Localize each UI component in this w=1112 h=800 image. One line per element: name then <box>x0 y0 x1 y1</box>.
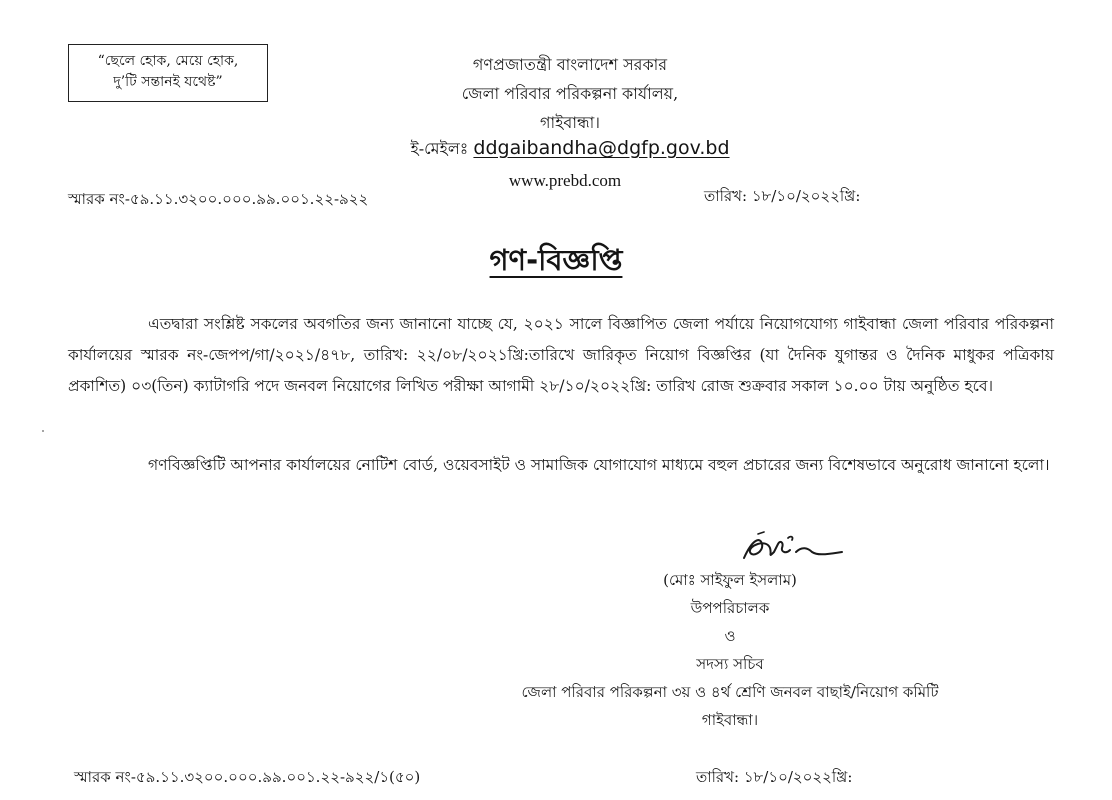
district-name: গাইবান্ধা। <box>539 113 601 132</box>
slogan-line-2: দু’টি সন্তানই যথেষ্ট” <box>113 74 223 90</box>
letterhead <box>360 50 780 137</box>
signatory-committee: জেলা পরিবার পরিকল্পনা ৩য় ও ৪র্থ শ্রেণি জনবল বাছাই/নিয়োগ কমিটি <box>521 683 939 701</box>
email-line <box>360 136 780 163</box>
signatory-role: সদস্য সচিব <box>696 655 764 673</box>
signature <box>738 530 848 566</box>
signatory-district: গাইবান্ধা। <box>701 711 759 729</box>
memo-number-top: স্মারক নং-৫৯.১১.৩২০০.০০০.৯৯.০০১.২২-৯২২ <box>68 190 369 208</box>
email-label: ই-মেইলঃ <box>410 139 469 158</box>
email-address: ddgaibandha@dgfp.gov.bd <box>473 137 730 159</box>
body-paragraph-1: এতদ্বারা সংশ্লিষ্ট সকলের অবগতির জন্য জানানো যাচ্ছে যে, ২০২১ সালে বিজ্ঞাপিত জেলা পর্যায়ে নিয়োগযোগ্য গাইবান্ধা জেলা পরিবার পরিকল্পনা কার্যালয়ের স্মারক নং-জেপপ/গা/২০২১/৪৭৮, তারিখ: ২২/০৮/২০২১খ্রি:তারিখে জারিকৃত নিয়োগ বিজ্ঞপ্তির (যা দৈনিক যুগান্তর ও দৈনিক মাধুকর পত্রিকায় প্রকাশিত) ০৩(তিন) ক্যাটাগরি পদে জনবল নিয়োগের লিখিত পরীক্ষা আগামী ২৮/১০/২০২২খ্রি: তারিখ রোজ শুক্রবার সকাল ১০.০০ টায় অনুষ্ঠিত হবে। <box>68 315 1054 395</box>
slogan-line-1: “ছেলে হোক, মেয়ে হোক, <box>97 53 239 69</box>
scan-speck <box>42 430 44 432</box>
body-paragraph-2: গণবিজ্ঞপ্তিটি আপনার কার্যালয়ের নোটিশ বোর্ড, ওয়েবসাইট ও সামাজিক যোগাযোগ মাধ্যমে বহুল প্রচারের জন্য বিশেষভাবে অনুরোধ জানানো হলো। <box>148 456 1050 474</box>
date-bottom: তারিখ: ১৮/১০/২০২২খ্রি: <box>696 768 853 786</box>
signatory-name: (মোঃ সাইফুল ইসলাম) <box>663 571 797 589</box>
notice-title: গণ-বিজ্ঞপ্তি <box>489 243 623 277</box>
slogan-box <box>68 44 268 102</box>
signatory-conjunction: ও <box>724 627 736 645</box>
website-address: www.prebd.com <box>508 171 622 190</box>
date-top: তারিখ: ১৮/১০/২০২২খ্রি: <box>704 187 861 205</box>
signatory-block <box>520 566 940 734</box>
signatory-designation: উপপরিচালক <box>690 599 770 617</box>
government-name: গণপ্রজাতন্ত্রী বাংলাদেশ সরকার <box>472 55 668 74</box>
office-name: জেলা পরিবার পরিকল্পনা কার্যালয়, <box>461 84 679 103</box>
memo-number-bottom: স্মারক নং-৫৯.১১.৩২০০.০০০.৯৯.০০১.২২-৯২২/১(৫০) <box>74 768 421 786</box>
